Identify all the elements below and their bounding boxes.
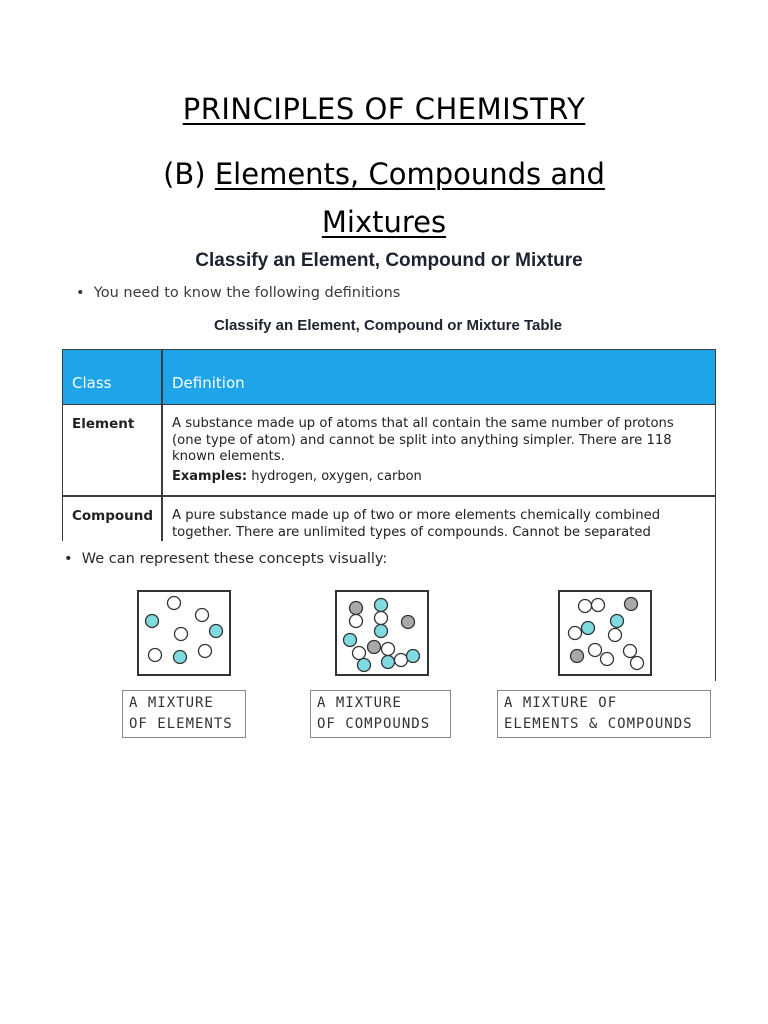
bullet-text: You need to know the following definitions: [93, 285, 401, 301]
definitions-bullet: [76, 285, 400, 301]
subtitle-prefix: (B): [163, 157, 206, 191]
row-divider: [63, 495, 715, 497]
label-line: A MIXTURE OF: [504, 695, 618, 711]
table-caption: Classify an Element, Compound or Mixture Table: [213, 317, 563, 334]
subtitle-line1: Elements, Compounds and: [214, 157, 605, 191]
column-divider: [161, 350, 163, 541]
label-line: A MIXTURE: [317, 695, 402, 711]
classification-table: [62, 349, 716, 541]
definition-line: A pure substance made up of two or more elements chemically combined: [172, 508, 661, 523]
label-mixture-of-compounds: [310, 690, 451, 738]
subtitle-line2: Mixtures: [321, 205, 447, 239]
definition-line: (one type of atom) and cannot be split into anything simpler. There are 118: [172, 432, 672, 448]
examples-line: [172, 469, 712, 486]
definition-line: known elements.: [172, 449, 285, 464]
page-subtitle: [0, 150, 768, 246]
visual-bullet: [64, 551, 387, 567]
page-title: PRINCIPLES OF CHEMISTRY: [182, 92, 586, 126]
row-definition-compound: [172, 508, 712, 541]
definition-line: A substance made up of atoms that all contain the same number of protons: [172, 416, 674, 431]
bullet-text: We can represent these concepts visually:: [81, 551, 388, 567]
row-class-element: Element: [72, 416, 135, 432]
header-class: Class: [72, 374, 112, 392]
bullet-dot: •: [64, 551, 82, 567]
label-line: OF ELEMENTS: [129, 716, 233, 732]
header-definition: Definition: [172, 374, 245, 392]
row-class-compound: Compound: [72, 508, 154, 524]
label-mixture-of-elements-and-compounds: [497, 690, 711, 738]
examples-label: Examples:: [172, 468, 248, 484]
definition-line: together. There are unlimited types of compounds. Cannot be separated: [172, 524, 651, 540]
row-definition-element: [172, 416, 712, 485]
label-line: ELEMENTS & COMPOUNDS: [504, 716, 693, 732]
label-line: OF COMPOUNDS: [317, 716, 431, 732]
label-line: A MIXTURE: [129, 695, 214, 711]
bullet-dot: •: [76, 285, 94, 301]
section-heading: Classify an Element, Compound or Mixture: [195, 250, 583, 271]
label-mixture-of-elements: [122, 690, 246, 738]
examples-text: hydrogen, oxygen, carbon: [251, 468, 422, 484]
